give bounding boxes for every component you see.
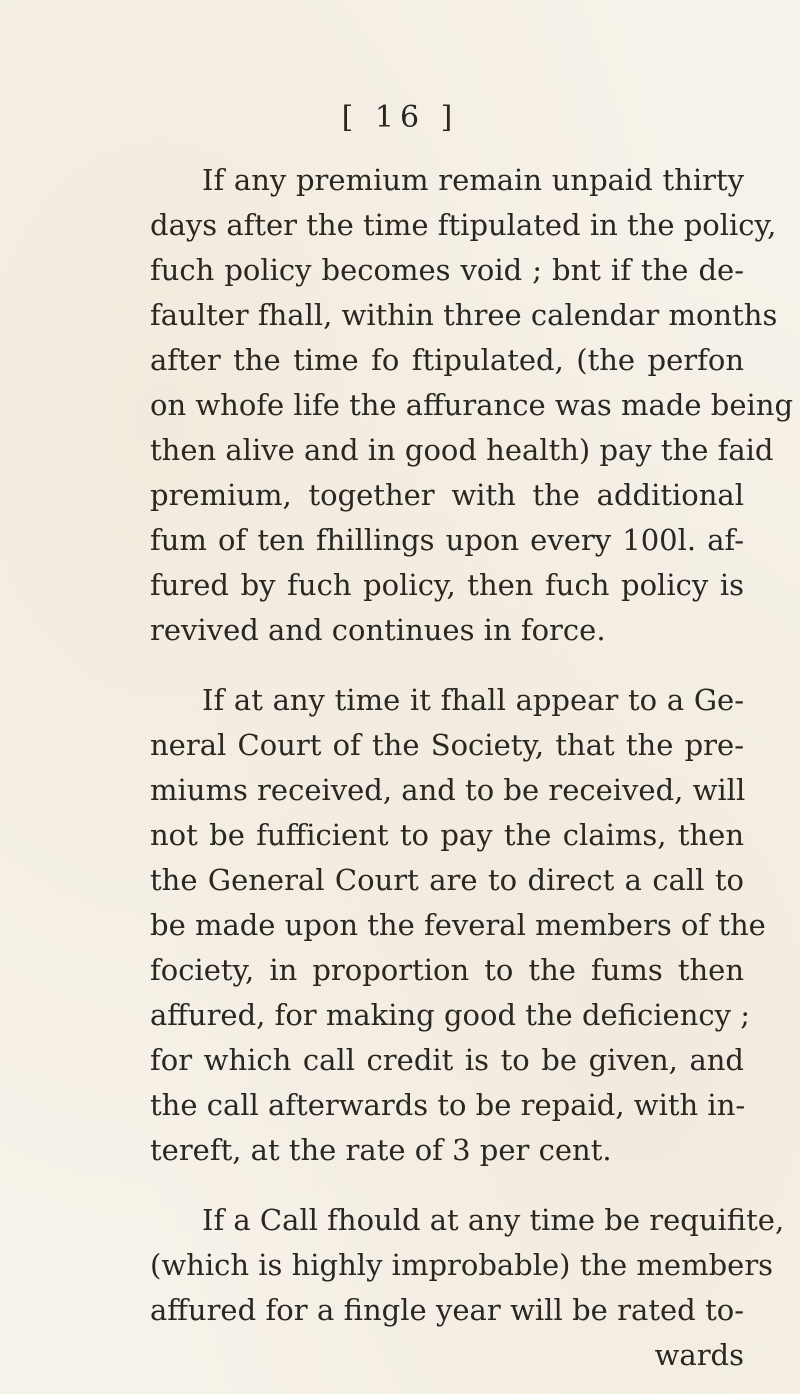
text-line: premium, together with the additional <box>150 478 744 512</box>
text-line: for which call credit is to be given, and <box>150 1043 744 1077</box>
text-line: the General Court are to direct a call to <box>150 863 744 897</box>
text-line: affured, for making good the deficiency ; <box>150 998 750 1032</box>
text-line: the call afterwards to be repaid, with in- <box>150 1088 746 1122</box>
text-line: faulter fhall, within three calendar months <box>150 298 778 332</box>
text-line: If any premium remain unpaid thirty <box>202 163 744 197</box>
text-line: fuch policy becomes void ; bnt if the de- <box>150 253 744 287</box>
text-line: after the time fo ftipulated, (the perfon <box>150 343 744 377</box>
catchword: wards <box>654 1338 744 1372</box>
page-number-header: [ 16 ] <box>341 100 459 135</box>
text-line: days after the time ftipulated in the policy, <box>150 208 777 242</box>
text-line: miums received, and to be received, will <box>150 773 746 807</box>
text-line: If a Call fhould at any time be requifite, <box>202 1203 785 1237</box>
text-line: If at any time it fhall appear to a Ge- <box>202 683 744 717</box>
text-line: be made upon the feveral members of the <box>150 908 766 942</box>
text-line: tereft, at the rate of 3 per cent. <box>150 1133 612 1167</box>
text-line: fured by fuch policy, then fuch policy is <box>150 568 744 602</box>
text-line: fociety, in proportion to the fums then <box>150 953 744 987</box>
text-line: fum of ten fhillings upon every 100l. af- <box>150 523 744 557</box>
text-line: on whofe life the affurance was made being <box>150 388 794 422</box>
text-line: affured for a fingle year will be rated to- <box>150 1293 744 1327</box>
text-line: then alive and in good health) pay the faid <box>150 433 774 467</box>
text-line: (which is highly improbable) the members <box>150 1248 774 1282</box>
text-line: neral Court of the Society, that the pre- <box>150 728 744 762</box>
text-line: revived and continues in force. <box>150 613 606 647</box>
text-line: not be fufficient to pay the claims, then <box>150 818 744 852</box>
